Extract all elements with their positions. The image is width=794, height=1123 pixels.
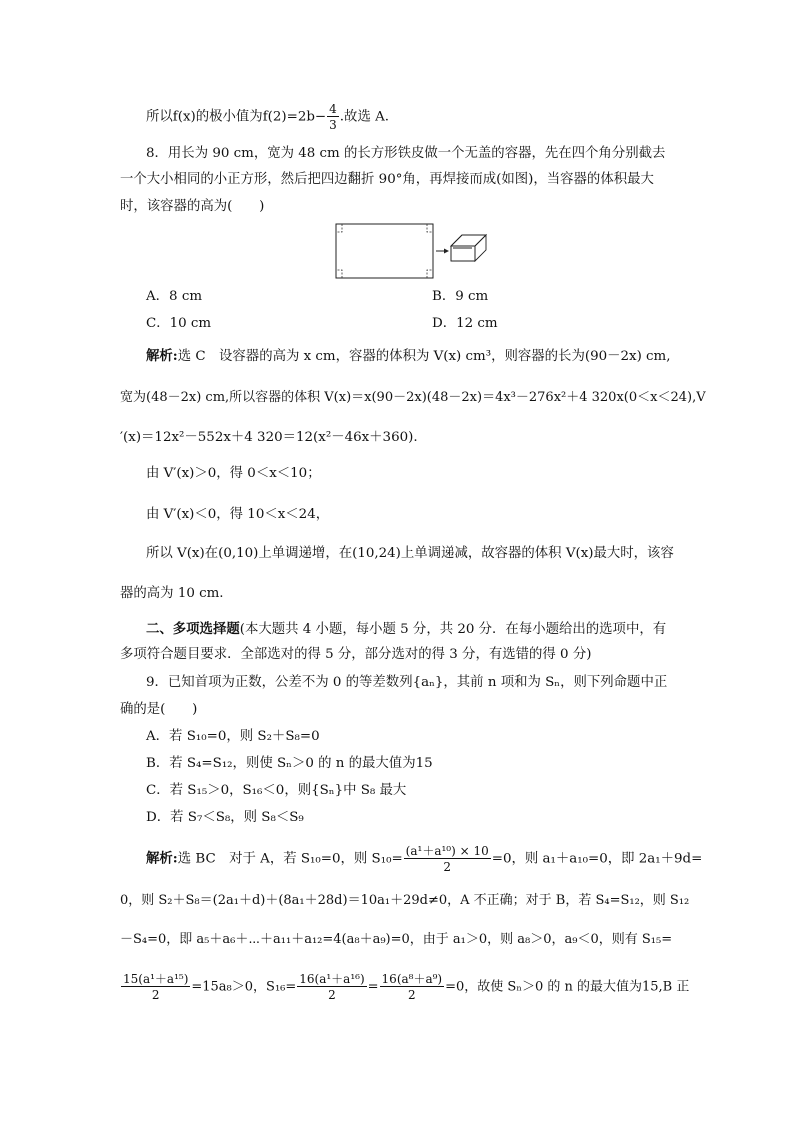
q8-option-b: B．9 cm — [432, 289, 489, 304]
section-2-line-1 — [146, 620, 666, 639]
fraction-denominator: 2 — [408, 988, 416, 1002]
fraction-numerator: (a¹＋a¹⁰) × 10 — [405, 844, 489, 858]
text-segment: 选 C 设容器的高为 x cm，容器的体积为 V(x) cm³，则容器的长为(90－2x) cm, — [177, 349, 671, 364]
q8-option-a: A．8 cm — [146, 289, 203, 304]
solution-9-line-3: －S₄=0，即 a₅＋a₆＋⋯＋a₁₁＋a₁₂=4(a₈＋a₉)=0，由于 a₁＞0，则 a₈＞0，a₉＜0，则有 S₁₅= — [120, 932, 673, 947]
text-segment: .故选 A. — [339, 109, 390, 125]
solution-8-line-3: ′(x)＝12x²－552x＋4 320＝12(x²－46x＋360). — [120, 430, 418, 445]
question-8-line-1: 8．用长为 90 cm，宽为 48 cm 的长方形铁皮做一个无盖的容器，先在四个角分别截去 — [146, 146, 666, 161]
arrow-head — [444, 249, 449, 254]
text-line — [146, 103, 389, 131]
fraction — [297, 973, 366, 1001]
fraction — [327, 103, 339, 131]
section-heading: 二、多项选择题 — [146, 621, 240, 637]
q9-option-a: A．若 S₁₀=0，则 S₂＋S₈=0 — [146, 729, 320, 744]
question-9-line-2: 确的是( ) — [120, 702, 198, 717]
text-segment: (本大题共 4 小题，每小题 5 分，共 20 分．在每小题给出的选项中，有 — [239, 622, 667, 637]
solution-label: 解析: — [146, 850, 178, 867]
fraction-denominator: 2 — [151, 988, 160, 1002]
solution-9-line-4 — [120, 973, 689, 1001]
box-drawing — [451, 235, 486, 261]
fraction-numerator: 4 — [329, 102, 337, 116]
q9-option-d: D．若 S₇＜S₈，则 S₈＜S₉ — [146, 810, 304, 825]
q9-option-c: C．若 S₁₅＞0，S₁₆＜0，则{Sₙ}中 S₈ 最大 — [146, 783, 407, 798]
q8-option-c: C．10 cm — [146, 316, 212, 331]
text-segment: 选 BC 对于 A，若 S₁₀=0，则 S₁₀= — [177, 851, 403, 867]
q9-option-b: B．若 S₄=S₁₂，则使 Sₙ＞0 的 n 的最大值为15 — [146, 756, 433, 771]
question-8-line-2: 一个大小相同的小正方形，然后把四边翻折 90°角，再焊接而成(如图)，当容器的体积最大 — [120, 172, 654, 187]
solution-8-line-6: 所以 V(x)在(0,10)上单调递增，在(10,24)上单调递减，故容器的体积 V(x)最大时，该容 — [146, 546, 674, 561]
text-segment: =15a₈＞0，S₁₆= — [191, 979, 297, 995]
q8-option-d: D．12 cm — [432, 316, 498, 331]
solution-label: 解析: — [146, 348, 178, 364]
fraction-numerator: 15(a¹＋a¹⁵) — [123, 972, 189, 986]
text-segment: =0，故使 Sₙ＞0 的 n 的最大值为15,B 正 — [445, 979, 690, 995]
question-8-line-3: 时，该容器的高为( ) — [120, 199, 265, 214]
fraction-denominator: 2 — [443, 860, 452, 874]
fraction — [121, 973, 190, 1001]
solution-8-line-4: 由 V′(x)＞0，得 0＜x＜10； — [146, 466, 321, 481]
section-2-line-2: 多项符合题目要求．全部选对的得 5 分，部分选对的得 3 分，有选错的得 0 分) — [120, 647, 592, 662]
fraction-denominator: 2 — [328, 988, 336, 1002]
solution-8-line-7: 器的高为 10 cm. — [120, 586, 224, 601]
fraction — [404, 845, 491, 873]
question-9-line-1: 9．已知首项为正数，公差不为 0 的等差数列{aₙ}，其前 n 项和为 Sₙ，则下列命题中正 — [146, 675, 668, 690]
solution-8-line-1 — [146, 347, 671, 366]
solution-8-line-2: 宽为(48－2x) cm,所以容器的体积 V(x)＝x(90－2x)(48－2x)＝4x³－276x²＋4 320x(0＜x＜24),V — [120, 390, 706, 405]
container-figure — [335, 222, 490, 280]
fraction-denominator: 3 — [329, 118, 337, 132]
solution-9-line-2: 0，则 S₂＋S₈＝(2a₁＋d)＋(8a₁＋28d)＝10a₁＋29d≠0，A 不正确；对于 B，若 S₄=S₁₂，则 S₁₂ — [120, 893, 690, 908]
text-segment: =0，则 a₁＋a₁₀=0，即 2a₁＋9d= — [491, 851, 703, 867]
solution-8-line-5: 由 V′(x)＜0，得 10＜x＜24， — [146, 507, 330, 522]
fraction-numerator: 16(a⁸＋a⁹) — [381, 972, 443, 986]
fraction-numerator: 16(a¹＋a¹⁶) — [299, 972, 365, 986]
sheet-rectangle — [336, 224, 433, 278]
solution-9-line-1 — [146, 845, 702, 873]
corner-cut-marks — [336, 224, 433, 278]
fraction — [380, 973, 445, 1001]
text-segment: = — [367, 979, 379, 995]
text-segment: 所以f(x)的极小值为f(2)=2b− — [146, 109, 327, 125]
